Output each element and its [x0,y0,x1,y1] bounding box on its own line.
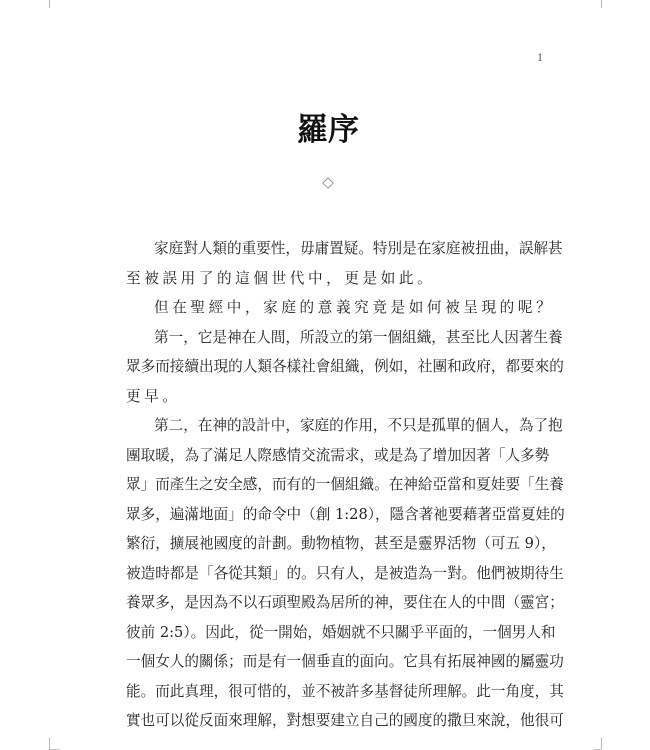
crop-mark-top-left [49,0,60,8]
text-line: 第一，它是神在人間，所設立的第一個組織，甚至比人因著生養 [154,328,563,346]
text-line: 眾多，遍滿地面」的命令中（創 1:28），隱含著祂要藉著亞當夏娃的 [126,505,565,523]
diamond-ornament-icon: ◇ [322,173,334,191]
text-line: 養眾多，是因為不以石頭聖殿為居所的神，要住在人的中間（靈宮； [126,594,564,611]
text-line: 更早。 [126,387,181,405]
text-line: 家庭對人類的重要性，毋庸置疑。特別是在家庭被扭曲，誤解甚 [154,240,563,257]
text-line: 實也可以從反面來理解，對想要建立自己的國度的撒旦來說，他很可 [126,712,564,729]
body-text [126,234,565,736]
crop-mark-top-right [601,0,612,8]
page-title: 羅序 [297,112,359,148]
text-line: 一個女人的關係；而是有一個垂直的面向。它具有拓展神國的屬靈功 [126,653,564,670]
crop-mark-bottom-right [601,738,612,750]
text-line: 第二，在神的設計中，家庭的作用，不只是孤單的個人，為了抱 [154,417,563,434]
text-line: 被造時都是「各從其類」的。只有人，是被造為一對。他們被期待生 [126,564,564,582]
text-line: 眾」而產生之安全感，而有的一個組織。在神給亞當和夏娃要「生養 [126,476,564,493]
page-number: 1 [537,50,543,64]
text-line: 至被誤用了的這個世代中，更是如此。 [126,269,436,287]
text-line: 但在聖經中，家庭的意義究竟是如何被呈現的呢？ [154,299,555,316]
crop-mark-bottom-left [49,738,60,750]
text-line: 團取暖，為了滿足人際感情交流需求，或是為了增加因著「人多勢 [126,446,550,464]
text-line: 眾多而接續出現的人類各樣社會組織，例如，社團和政府，都要來的 [126,358,564,375]
text-line: 能。而此真理，很可惜的，並不被許多基督徒所理解。此一角度，其 [126,682,564,700]
text-line: 彼前 2:5）。因此，從一開始，婚姻就不只關乎平面的，一個男人和 [126,623,556,641]
text-line: 繁衍，擴展祂國度的計劃。動物植物，甚至是靈界活物（可五 9）， [126,535,556,552]
